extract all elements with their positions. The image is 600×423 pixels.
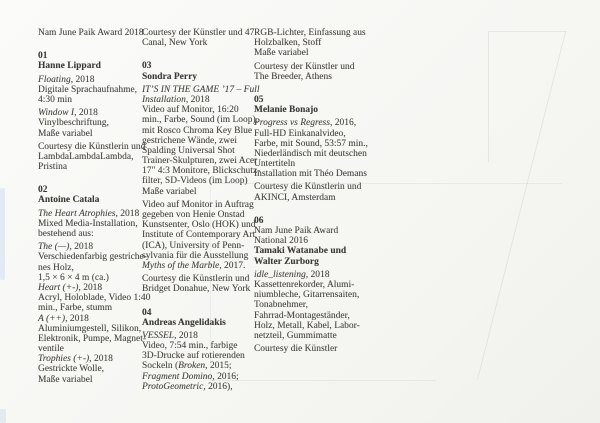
- text-line: idle_listening, 2018: [254, 269, 330, 280]
- text-line: Kunstsenter, Oslo (HOK) und: [142, 220, 256, 231]
- text-line: ProtoGeometric, 2016),: [142, 381, 233, 392]
- text-line: Courtesy der Künstler und 47: [142, 28, 255, 38]
- text-line: Holz, Metall, Kabel, Labor-: [254, 320, 360, 331]
- text-line: Aluminiumgestell, Silikon,: [38, 323, 142, 334]
- text-line: Elektronik, Pumpe, Magnet-: [38, 333, 147, 344]
- text-line: Bridget Donahue, New York: [142, 284, 251, 295]
- work-vessel: [142, 331, 258, 392]
- text-line: netzteil, Gummimatte: [254, 330, 337, 341]
- text-line: gestrichene Wände, zwei: [142, 135, 237, 146]
- text-line: Courtesy die Künstlerin und: [142, 274, 250, 285]
- text-line: 04: [142, 307, 152, 318]
- work-heart-atrophies: [38, 209, 142, 240]
- work-idle-listening: [254, 270, 374, 341]
- text-line: Farbe, mit Sound, 53:57 min.,: [254, 138, 368, 149]
- text-line: LambdaLambdaLambda,: [38, 151, 134, 162]
- text-line: Maße variabel: [254, 48, 309, 59]
- text-line: Niederländisch mit deutschen: [254, 148, 367, 159]
- entry-03-heading: [142, 61, 258, 81]
- text-line: 06: [254, 215, 264, 226]
- text-line: Video auf Monitor in Auftrag: [142, 199, 254, 210]
- showthrough-line: [477, 32, 566, 380]
- text-line: Verschiedenfarbig gestriche-: [38, 252, 147, 263]
- courtesy-watanabe-zurborg: [254, 344, 374, 354]
- text-line: The Heart Atrophies, 2018: [38, 208, 140, 219]
- column-3: [254, 28, 374, 354]
- text-line: Floating, 2018: [38, 74, 95, 85]
- entry-05-heading: [254, 95, 374, 115]
- text-line: Andreas Angelidakis: [142, 317, 226, 328]
- text-line: filter, SD-Videos (im Loop): [142, 176, 248, 187]
- text-line: Progress vs Regress, 2016,: [254, 118, 357, 129]
- text-line: Spalding Universal Shot: [142, 145, 235, 156]
- text-line: AKINCI, Amsterdam: [254, 192, 336, 203]
- text-line: RGB-Lichter, Einfassung aus: [254, 28, 366, 38]
- text-line: Holzbalken, Stoff: [254, 38, 322, 49]
- text-line: Nam June Paik Award 2018: [38, 28, 144, 38]
- text-line: Canal, New York: [142, 38, 208, 49]
- text-line: Untertiteln: [254, 159, 296, 170]
- text-line: Sondra Perry: [142, 71, 198, 82]
- award-title: [38, 28, 142, 38]
- text-line: IT’S IN THE GAME ’17 – Full: [142, 84, 260, 95]
- text-line: Institute of Contemporary Art: [142, 230, 256, 241]
- text-line: Pristina: [38, 162, 68, 173]
- scan-artifact: [0, 409, 6, 423]
- text-line: 17" 4:3 Monitore, Blickschutz-: [142, 166, 261, 177]
- text-line: Mixed Media-Installation,: [38, 218, 138, 229]
- text-line: Tonabnehmer,: [254, 300, 308, 311]
- entry-06-heading: [254, 216, 374, 267]
- text-line: bestehend aus:: [38, 229, 94, 239]
- text-line: 03: [142, 61, 152, 72]
- text-line: min., Farbe, stumm: [38, 303, 113, 314]
- text-line: Trophies (+-), 2018: [38, 354, 113, 365]
- text-line: niumbleche, Gitarrensaiten,: [254, 290, 360, 301]
- text-line: Gestrickte Wolle,: [38, 364, 105, 375]
- text-line: Full-HD Einkanalvideo,: [254, 128, 346, 139]
- text-line: Video auf Monitor, 16:20: [142, 105, 239, 116]
- showthrough-line: [488, 31, 489, 162]
- text-line: Maße variabel: [38, 374, 93, 385]
- showthrough-line: [489, 31, 567, 32]
- entry-02-heading: [38, 185, 142, 205]
- text-line: Melanie Bonajo: [254, 105, 318, 116]
- text-line: 1,5 × 6 × 4 m (ca.): [38, 272, 109, 283]
- entry-01-heading: [38, 51, 142, 71]
- text-line: (ICA), University of Penn-: [142, 240, 245, 251]
- text-line: The Breeder, Athens: [254, 71, 332, 82]
- text-line: 3D-Drucke auf rotierenden: [142, 351, 245, 362]
- text-line: Courtesy die Künstler: [254, 344, 338, 355]
- courtesy-catala: [142, 28, 258, 48]
- text-line: Installation mit Théo Demans: [254, 169, 367, 180]
- text-line: Trainer-Skulpturen, zwei Acer: [142, 156, 258, 167]
- courtesy-bonajo: [254, 182, 374, 202]
- text-line: Myths of the Marble, 2017.: [142, 260, 246, 271]
- commission-note: [142, 200, 258, 271]
- text-line: mit Rosco Chroma Key Blue: [142, 125, 253, 136]
- text-line: 02: [38, 185, 48, 196]
- text-line: Courtesy die Künstlerin und: [254, 182, 362, 193]
- work-progress-vs-regress: [254, 118, 374, 179]
- text-line: Tamaki Watanabe und: [254, 246, 347, 257]
- text-line: VESSEL, 2018: [142, 330, 198, 341]
- text-line: Window I, 2018: [38, 108, 98, 119]
- text-line: Fragment Domino, 2016;: [142, 371, 239, 382]
- text-line: 4:30 min: [38, 94, 72, 105]
- scan-artifact: [0, 188, 5, 280]
- text-line: Acryl, Holoblade, Video 1:40: [38, 293, 151, 304]
- work-floating: [38, 75, 142, 106]
- text-line: Antoine Catala: [38, 195, 100, 206]
- text-line: gegeben von Henie Onstad: [142, 210, 245, 220]
- courtesy-lippard: [38, 141, 146, 173]
- text-line: Heart (+-), 2018: [38, 282, 103, 293]
- work-window-i: [38, 108, 142, 139]
- text-line: Courtesy die Künstlerin und: [38, 141, 146, 152]
- text-line: Maße variabel: [142, 186, 197, 197]
- text-line: Nam June Paik Award: [254, 226, 339, 236]
- text-line: Walter Zurborg: [254, 256, 319, 267]
- text-line: Courtesy der Künstler und: [254, 61, 355, 72]
- text-line: nes Holz,: [38, 262, 74, 273]
- courtesy-angelidakis: [254, 62, 374, 82]
- text-line: ventile: [38, 344, 64, 355]
- text-line: Vinylbeschriftung,: [38, 118, 109, 129]
- text-line: A (++), 2018: [38, 313, 89, 324]
- text-line: National 2016: [254, 236, 309, 247]
- work-vessel-continued: [254, 28, 374, 59]
- text-line: Maße variabel: [38, 128, 93, 139]
- text-line: Video, 7:54 min., farbige: [142, 341, 238, 352]
- text-line: Digitale Sprachaufnahme,: [38, 84, 138, 95]
- text-line: min., Farbe, Sound (im Loop),: [142, 115, 259, 126]
- entry-04-heading: [142, 308, 258, 328]
- text-line: The (—), 2018: [38, 242, 94, 253]
- text-line: 01: [38, 51, 48, 62]
- text-line: 05: [254, 94, 264, 105]
- text-line: Fahrrad-Montageständer,: [254, 310, 350, 321]
- courtesy-perry: [142, 274, 258, 294]
- text-line: Sockeln (Broken, 2015;: [142, 361, 232, 372]
- text-line: Hanne Lippard: [38, 61, 101, 72]
- text-line: Kassettenrekorder, Alumi-: [254, 279, 355, 290]
- text-line: sylvania für die Ausstellung: [142, 250, 249, 261]
- text-line: Installation, 2018: [142, 94, 210, 105]
